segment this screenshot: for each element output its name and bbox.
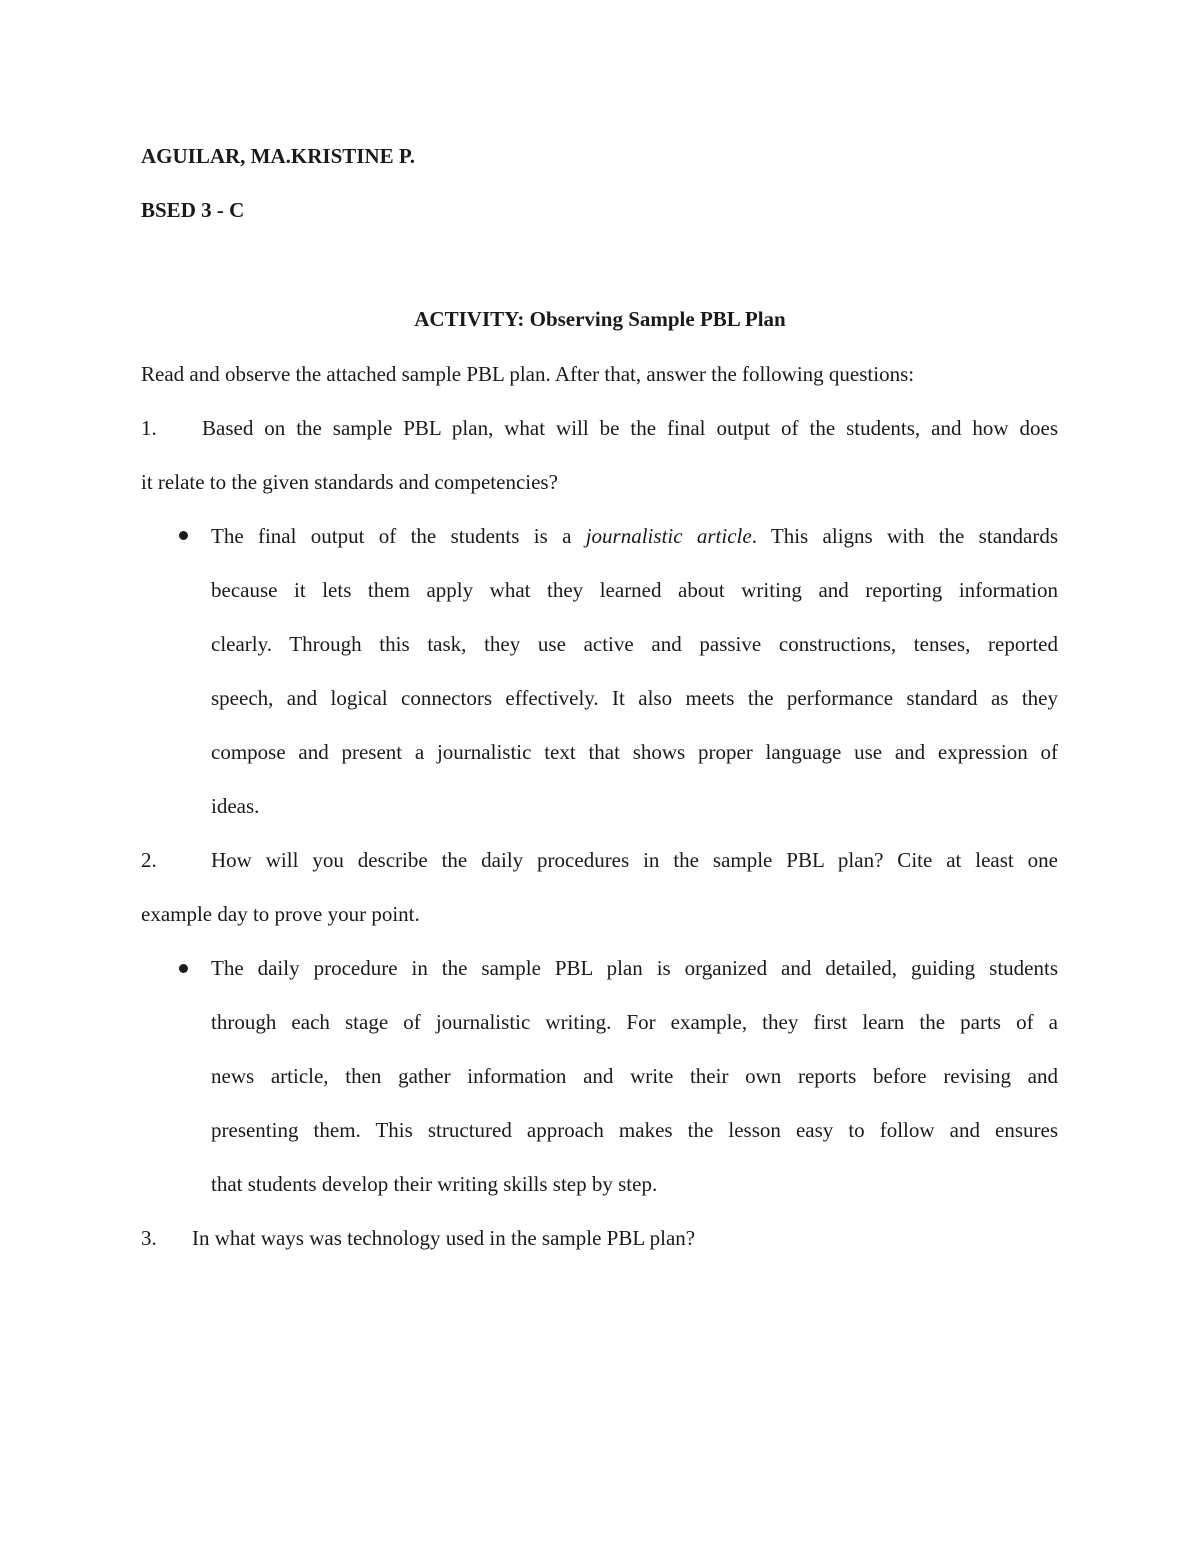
student-section: BSED 3 - C [141,198,245,222]
student-name: AGUILAR, MA.KRISTINE P. [141,144,416,168]
answer-2-line-1: The daily procedure in the sample PBL plan is organized and detailed, guiding students [211,958,1058,980]
answer-1-line-4: speech, and logical connectors effectively. It also meets the performance standard as they [211,688,1058,710]
answer-1-text-after: . This aligns with the standards [751,526,1058,548]
bullet-icon [179,964,188,973]
activity-name: Observing Sample PBL Plan [529,307,786,331]
activity-title [0,309,1200,330]
answer-1-line-3: clearly. Through this task, they use active and passive constructions, tenses, reported [211,634,1058,656]
answer-2-line-5: that students develop their writing skills step by step. [211,1172,658,1196]
question-2-line-1: How will you describe the daily procedures in the sample PBL plan? Cite at least one [211,850,1058,872]
answer-2-line-4: presenting them. This structured approach makes the lesson easy to follow and ensures [211,1120,1058,1142]
answer-1-text-before: The final output of the students is a [211,526,572,548]
question-2-line-2: example day to prove your point. [141,902,420,926]
answer-1-line-2: because it lets them apply what they learned about writing and reporting information [211,580,1058,602]
question-2-number: 2. [141,848,157,872]
activity-label: ACTIVITY: [414,307,525,331]
question-3-line-1: In what ways was technology used in the sample PBL plan? [192,1226,696,1250]
question-1-number: 1. [141,416,157,440]
answer-1-line-5: compose and present a journalistic text that shows proper language use and expression of [211,742,1058,764]
answer-1-emphasis: journalistic article [585,526,752,548]
question-3-number: 3. [141,1226,157,1250]
answer-2-line-3: news article, then gather information and write their own reports before revising and [211,1066,1058,1088]
question-1-line-2: it relate to the given standards and competencies? [141,470,558,494]
answer-1-line-6: ideas. [211,794,260,818]
instructions: Read and observe the attached sample PBL plan. After that, answer the following questions: [141,362,915,386]
bullet-icon [179,531,188,540]
answer-2-line-2: through each stage of journalistic writing. For example, they first learn the parts of a [211,1012,1058,1034]
answer-1-line-1 [211,526,1058,548]
question-1-line-1: Based on the sample PBL plan, what will be the final output of the students, and how does [202,418,1058,440]
